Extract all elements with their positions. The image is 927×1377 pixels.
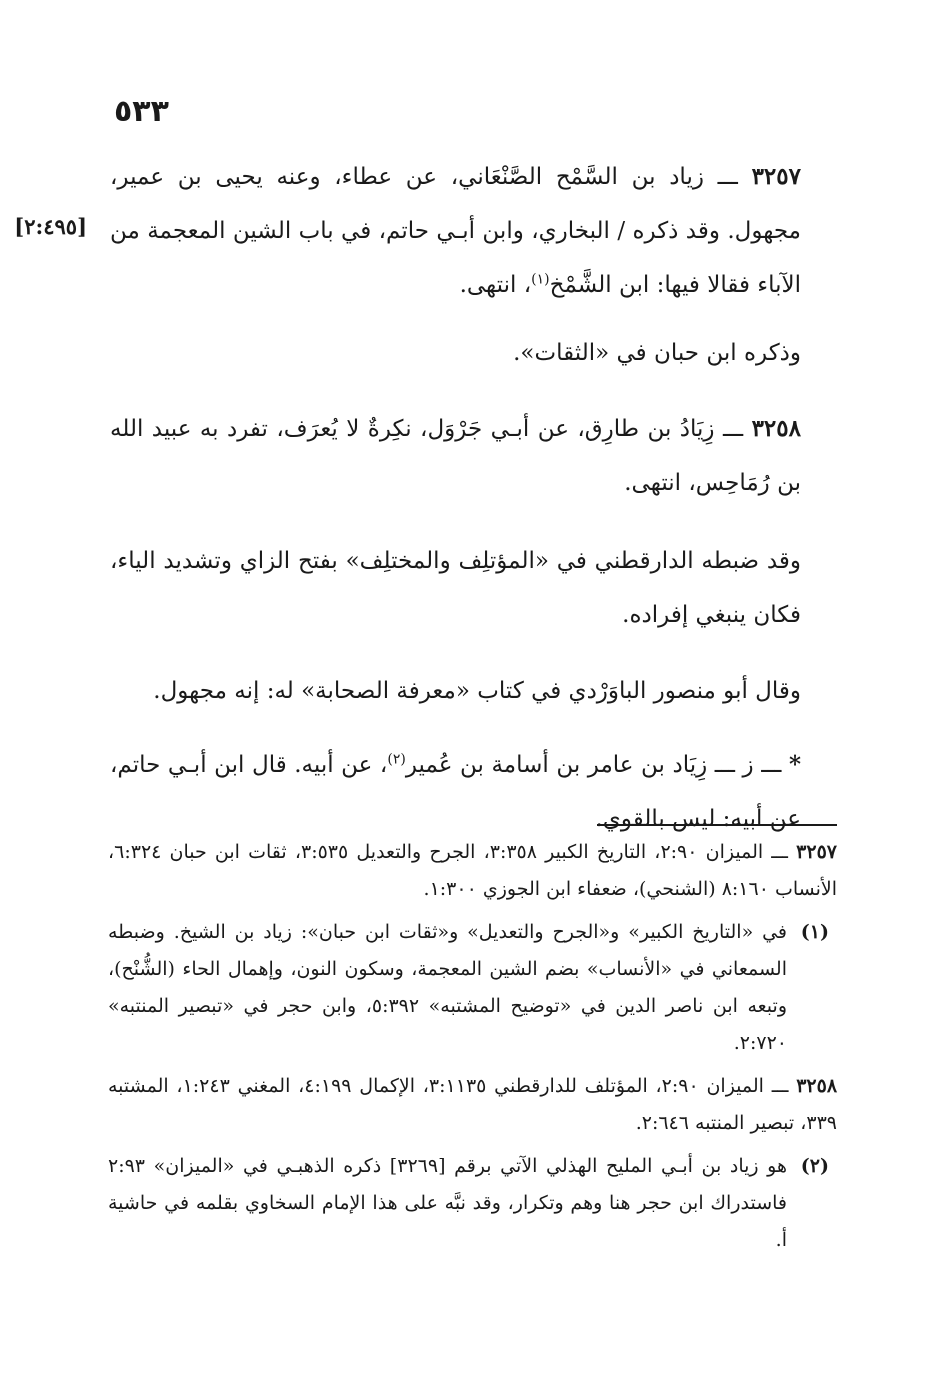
entry-text-end: ، عن أبيه. قال ابن أبـي حاتم، عن أبيه: ليس بالقوي. (110, 752, 801, 832)
footnote-2 (108, 1148, 837, 1259)
entry-3258 (110, 402, 837, 510)
footnote-divider (597, 824, 837, 826)
footnote-marker: (١) (800, 921, 829, 943)
entry-text: ـــ زياد بن السَّمْح الصَّنْعَاني، عن عطاء، وعنه يحيى بن عمير، مجهول. وقد ذكره / البخاري، وابن أبـي حاتم، في باب الشين المعجمة من الآباء فقالا فيها: ابن الشَّمْخ (110, 164, 801, 298)
paragraph-bawardi: وقال أبو منصور الباوَرْدي في كتاب «معرفة الصحابة» له: إنه مجهول. (153, 678, 801, 704)
paragraph-daraqutni: وقد ضبطه الدارقطني في «المؤتلِف والمختلِف» بفتح الزاي وتشديد الياء، فكان ينبغي إفراده. (110, 548, 801, 628)
footnote-text: في «التاريخ الكبير» و«الجرح والتعديل» و«ثقات ابن حبان»: زياد بن الشيخ. وضبطه السمعاني في «الأنساب» بضم الشين المعجمة، وسكون النون، وإهمال الحاء (الشُّنْح)، وتبعه ابن ناصر الدين في «توضيح المشتبه» ٥:٣٩٢، وابن حجر في «تبصير المنتبه» ٢:٧٢٠. (108, 921, 787, 1054)
entry-text: ـــ ز ـــ زِيَاد بن عامر بن أسامة بن عُمير (405, 752, 782, 778)
margin-reference: [٢:٤٩٥] (14, 214, 87, 239)
entry-text: ـــ زِيَادُ بن طارِق، عن أبـي جَرْوَل، نكِرةٌ لا يُعرَف، تفرد به عبيد الله بن رُمَاحِس، انتهى. (110, 416, 801, 496)
paragraph-thiqat: وذكره ابن حبان في «الثقات». (513, 340, 801, 366)
footnotes (108, 834, 837, 1259)
entry-number: ٣٢٥٧ (751, 163, 801, 190)
footnote-1 (108, 914, 837, 1062)
footnote-source-3258 (108, 1068, 837, 1142)
footnote-entry-number: ٣٢٥٧ (796, 841, 837, 863)
footnote-ref-1: (١) (531, 271, 550, 288)
entry-number: ٣٢٥٨ (751, 415, 801, 442)
footnote-text: ـــ الميزان ٢:٩٠، التاريخ الكبير ٣:٣٥٨، الجرح والتعديل ٣:٥٣٥، ثقات ابن حبان ٦:٣٢٤، الأنساب ٨:١٦٠ (الشنحي)، ضعفاء ابن الجوزي ١:٣٠٠. (108, 841, 837, 900)
page-number: ٥٣٣ (114, 94, 169, 129)
footnote-ref-2: (٢) (387, 751, 406, 768)
footnote-marker: (٢) (800, 1155, 829, 1177)
footnote-text: ـــ الميزان ٢:٩٠، المؤتلف للدارقطني ٣:١١٣٥، الإكمال ٤:١٩٩، المغني ١:٢٤٣، المشتبه ٣٣٩، تبصير المنتبه ٢:٦٤٦. (108, 1075, 837, 1134)
main-text (110, 150, 837, 846)
footnote-text: هو زياد بن أبـي المليح الهذلي الآتي برقم [٣٢٦٩] ذكره الذهبـي في «الميزان» ٢:٩٣ فاستدراك ابن حجر هنا وهم وتكرار، وقد نبَّه على هذا الإمام السخاوي بقلمه في حاشية أ. (108, 1155, 787, 1251)
entry-3257 (110, 150, 837, 312)
entry-text-end: ، انتهى. (459, 272, 532, 298)
footnote-source-3257 (108, 834, 837, 908)
footnote-entry-number: ٣٢٥٨ (796, 1075, 838, 1097)
entry-star (110, 738, 837, 846)
star-marker: * (788, 751, 801, 778)
